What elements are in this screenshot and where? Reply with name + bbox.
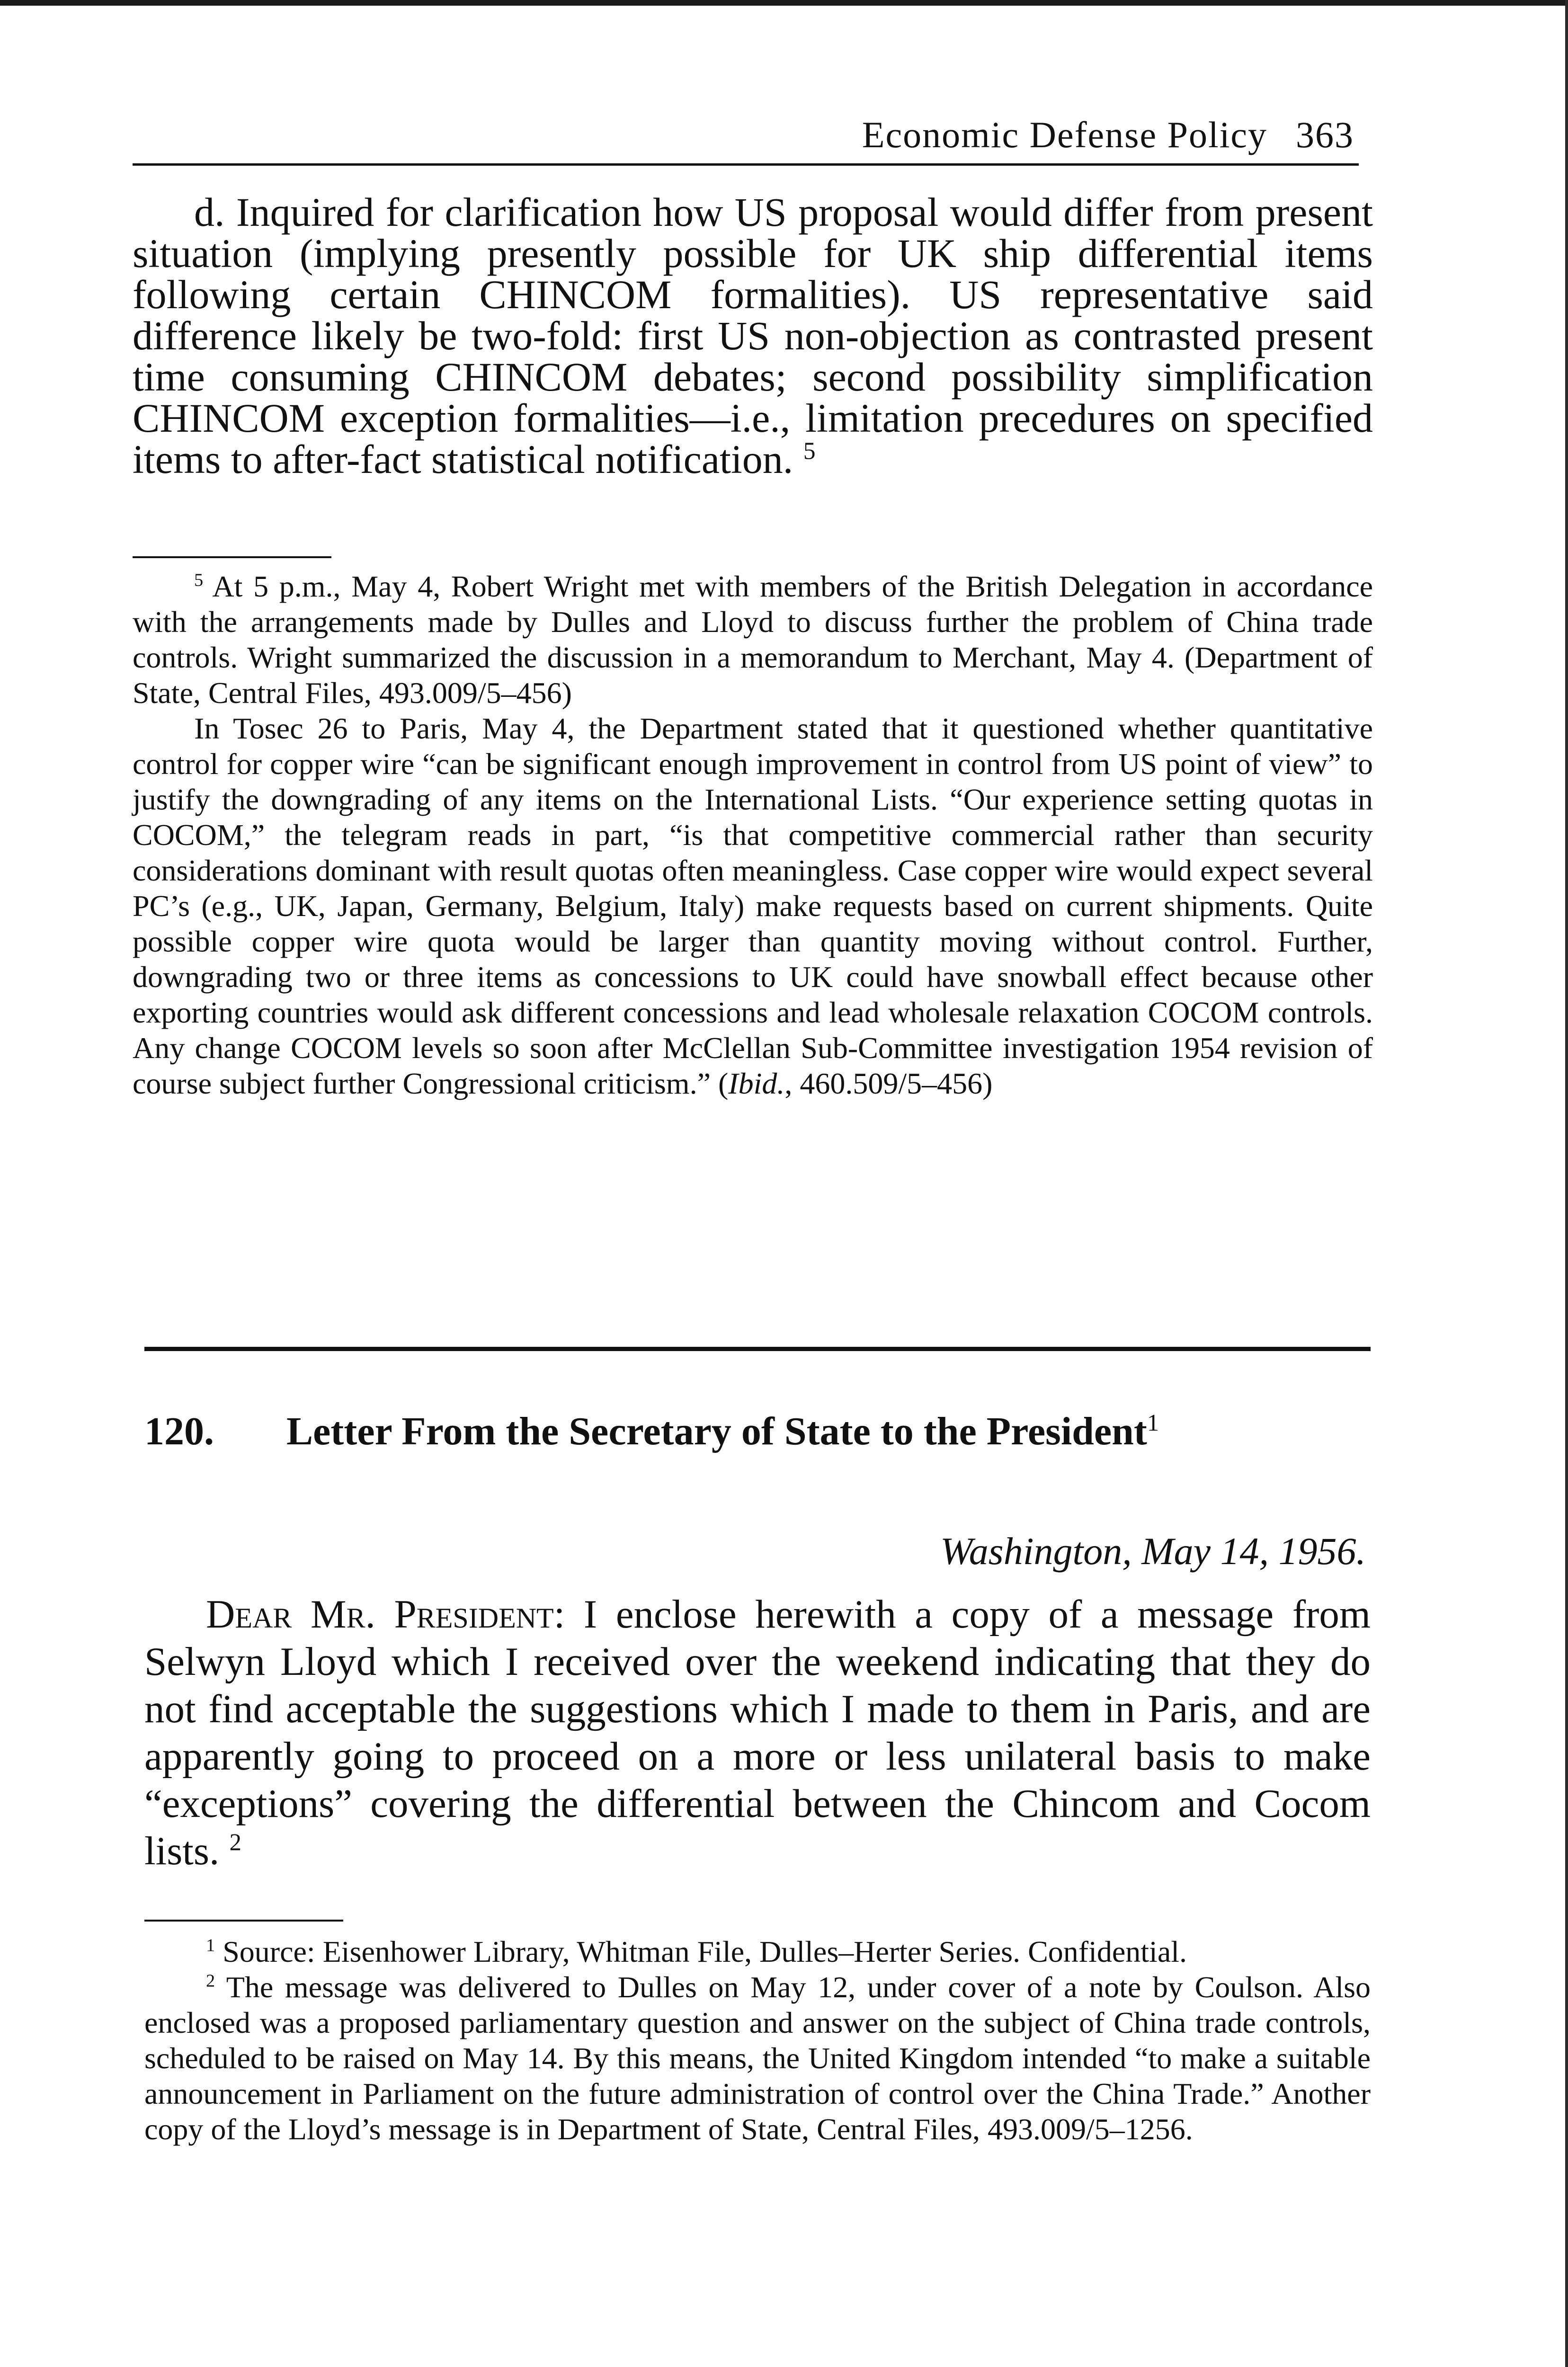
footnote-5-block (133, 556, 1373, 1101)
footnote-5-marker: 5 (194, 570, 204, 590)
dateline: Washington, May 14, 1956. (940, 1530, 1366, 1573)
footnote-5-text-1: At 5 p.m., May 4, Robert Wright met with members of the British Delegation in accordance with the arrangements made by Dulles and Lloyd to discuss further the problem of China trade controls. Wright summarized the discussion in a memorandum to Merchant, May 4. (Department of State, Central Files, 493.009/5–456) (133, 570, 1373, 710)
running-head-title: Economic Defense Policy (862, 114, 1267, 155)
footnote-5-para-2 (133, 711, 1373, 1101)
top-paragraph-block (133, 189, 1373, 482)
running-head (133, 114, 1354, 156)
footnote-1-marker: 1 (206, 1935, 215, 1956)
footnote-ref-2: 2 (229, 1829, 242, 1856)
letter-body-text: I enclose herewith a copy of a message from Selwyn Lloyd which I received over the weekend indicating that they do not find acceptable the suggestions which I made to them in Paris, and are apparently going to proceed on a more or less unilateral basis to make “exceptions” covering the differential between the Chincom and Cocom lists. (144, 1592, 1371, 1873)
footnote-5-citation-end: , 460.509/5–456) (784, 1067, 993, 1100)
footnote-rule-2 (144, 1920, 343, 1922)
page-number: 363 (1296, 114, 1354, 155)
footnote-5-text-2: In Tosec 26 to Paris, May 4, the Department stated that it questioned whether quantitative control for copper wire “can be significant enough improvement in control from US point of view” to justify the downgrading of any items on the International Lists. “Our experience setting quotas in COCOM,” the telegram reads in part, “is that competitive commercial rather than security considerations dominant with result quotas often meaningless. Case copper wire would expect several PC’s (e.g., UK, Japan, Germany, Belgium, Italy) make requests based on current shipments. Quite possible copper wire quota would be larger than quantity moving without control. Further, downgrading two or three items as concessions to UK could have snowball effect because other exporting countries would ask different concessions and lead wholesale relaxation COCOM controls. Any change COCOM levels so soon after McClellan Sub-Committee investigation 1954 revision of course subject further Congressional criticism.” ( (133, 712, 1373, 1100)
document-title: Letter From the Secretary of State to the President (286, 1409, 1147, 1453)
top-paragraph (133, 189, 1373, 482)
document-heading (144, 1408, 1375, 1454)
footnote-1-text: Source: Eisenhower Library, Whitman File, Dulles–Herter Series. Confidential. (223, 1935, 1187, 1968)
document-number: 120. (144, 1409, 214, 1453)
header-rule (133, 163, 1359, 166)
scan-top-edge (0, 0, 1568, 6)
footnote-5-ibid: Ibid. (728, 1067, 785, 1100)
footnote-ref-5: 5 (803, 437, 816, 465)
footnote-ref-1: 1 (1147, 1409, 1159, 1436)
letter-body-block (144, 1591, 1371, 1875)
letter-body (144, 1591, 1371, 1875)
scan-right-edge (1565, 0, 1568, 2367)
footnote-1 (144, 1934, 1371, 1969)
footnote-2-marker: 2 (206, 1971, 215, 1991)
footnote-2 (144, 1969, 1371, 2147)
footnote-2-text: The message was delivered to Dulles on May 12, under cover of a note by Coulson. Also enclosed was a proposed parliamentary question and answer on the subject of China trade controls, scheduled to be raised on May 14. By this means, the United Kingdom intended “to make a suitable announcement in Parliament on the future administration of control over the China Trade.” Another copy of the Lloyd’s message is in Department of State, Central Files, 493.009/5–1256. (144, 1970, 1371, 2146)
footnote-rule (133, 556, 331, 558)
footnote-5-para-1 (133, 569, 1373, 711)
salutation: Dear Mr. President: (206, 1592, 565, 1637)
section-divider (144, 1347, 1371, 1351)
top-paragraph-text: d. Inquired for clarification how US proposal would differ from present situation (implying presently possible for UK ship differential items following certain CHINCOM formalities). US representative said difference likely be two-fold: first US non-objection as contrasted present time consuming CHINCOM debates; second possibility simplification CHINCOM exception formalities—i.e., limitation precedures on specified items to after-fact statistical notification. (133, 189, 1373, 482)
footnotes-block (144, 1920, 1371, 2147)
